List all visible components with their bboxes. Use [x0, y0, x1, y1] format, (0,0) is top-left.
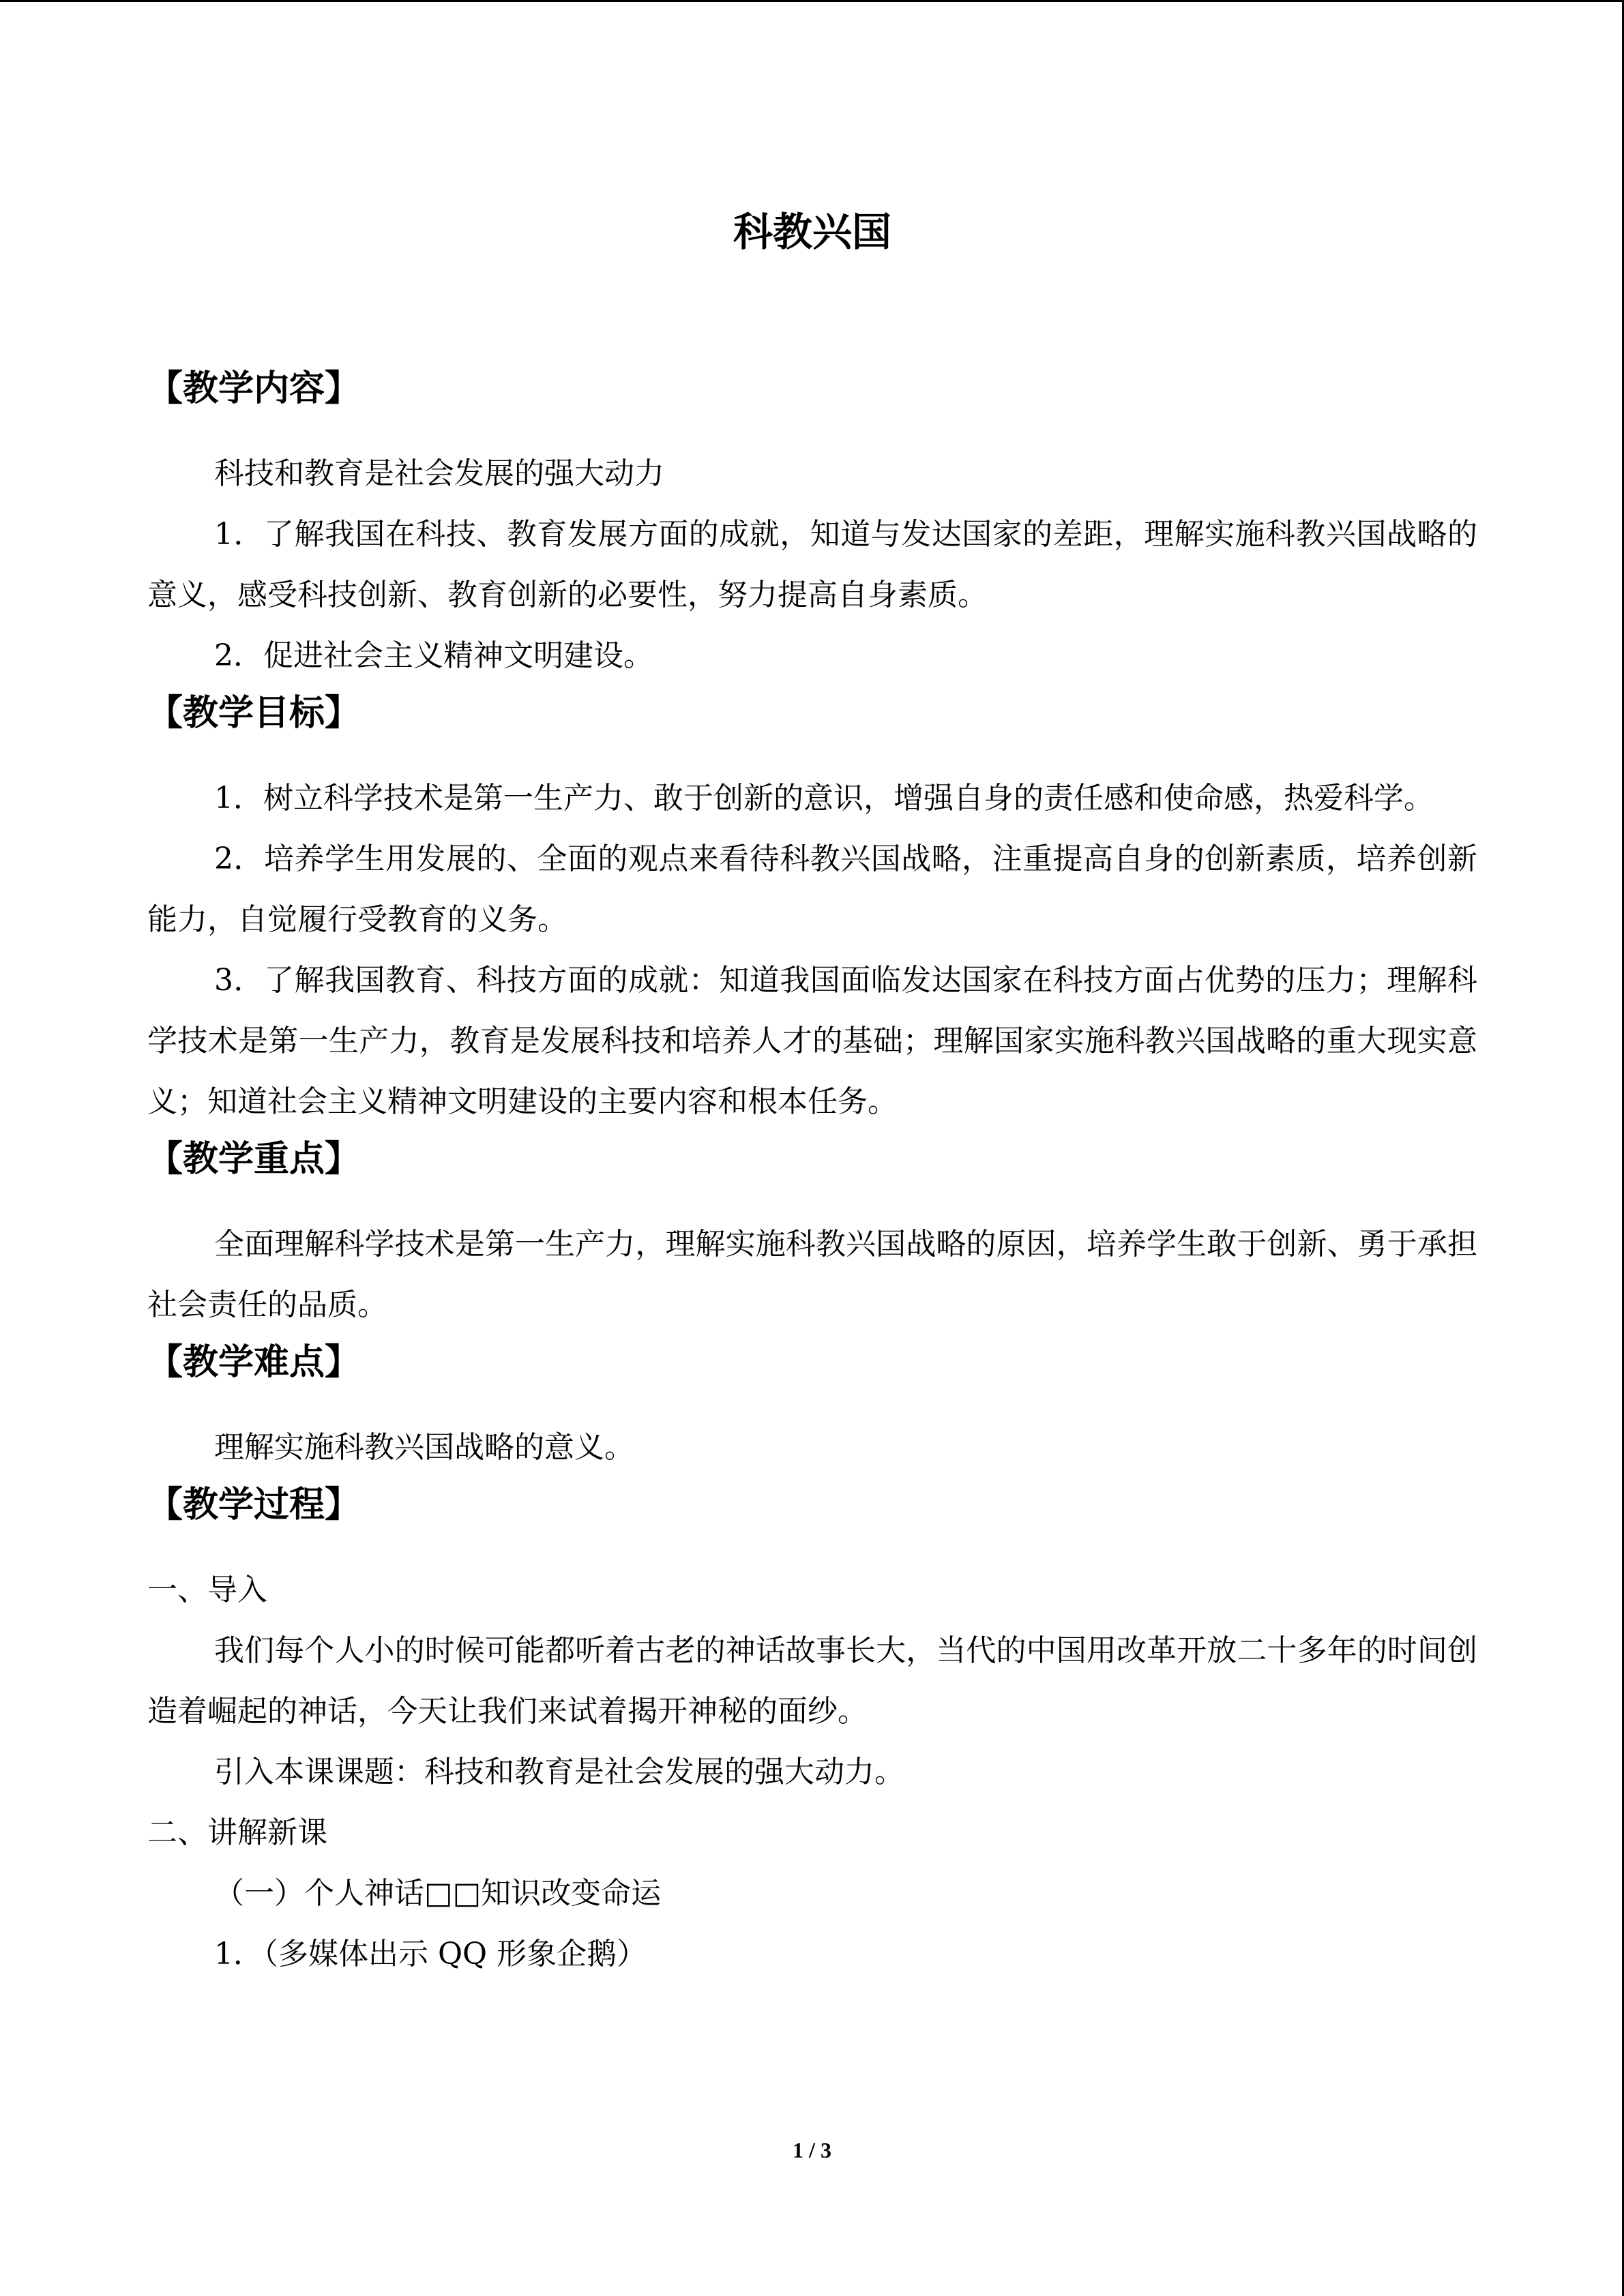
document-body — [147, 205, 1477, 1984]
section-teaching-content — [147, 361, 1477, 686]
paragraph: 科技和教育是社会发展的强大动力 — [214, 456, 664, 491]
paragraph: 理解实施科教兴国战略的意义。 — [214, 1430, 634, 1465]
paragraph: 1．树立科学技术是第一生产力、敢于创新的意识，增强自身的责任感和使命感，热爱科学。 — [214, 781, 1434, 816]
section-heading: 【教学难点】 — [147, 1341, 361, 1383]
paragraph: 引入本课课题：科技和教育是社会发展的强大动力。 — [214, 1755, 904, 1789]
page-number: 1 / 3 — [793, 2138, 831, 2162]
paragraph: 全面理解科学技术是第一生产力，理解实施科教兴国战略的原因，培养学生敢于创新、勇于承担社会责任的品质。 — [147, 1227, 1477, 1322]
paragraph: 2．促进社会主义精神文明建设。 — [214, 638, 653, 673]
section-heading: 【教学内容】 — [147, 368, 361, 409]
subsection-label: （一）个人神话□□知识改变命运 — [214, 1876, 662, 1911]
step-label-new-lesson: 二、讲解新课 — [147, 1815, 327, 1850]
step-label-intro: 一、导入 — [147, 1572, 267, 1607]
section-heading: 【教学目标】 — [147, 692, 361, 734]
paragraph: 3．了解我国教育、科技方面的成就：知道我国面临发达国家在科技方面占优势的压力；理解科学技术是第一生产力，教育是发展科技和培养人才的基础；理解国家实施科教兴国战略的重大现实意义；知道社会主义精神文明建设的主要内容和根本任务。 — [147, 963, 1477, 1119]
document-title: 科教兴国 — [733, 209, 891, 255]
paragraph: 2．培养学生用发展的、全面的观点来看待科教兴国战略，注重提高自身的创新素质，培养创新能力，自觉履行受教育的义务。 — [147, 841, 1477, 937]
page-top-border — [0, 0, 1624, 2]
section-heading: 【教学重点】 — [147, 1138, 361, 1180]
section-teaching-process — [147, 1478, 1477, 1984]
paragraph: 1．了解我国在科技、教育发展方面的成就，知道与发达国家的差距，理解实施科教兴国战略的意义，感受科技创新、教育创新的必要性，努力提高自身素质。 — [147, 517, 1477, 612]
section-heading: 【教学过程】 — [147, 1484, 361, 1525]
paragraph: 我们每个人小的时候可能都听着古老的神话故事长大，当代的中国用改革开放二十多年的时间创造着崛起的神话，今天让我们来试着揭开神秘的面纱。 — [147, 1633, 1477, 1729]
section-key-points — [147, 1132, 1477, 1335]
list-item: 1．（多媒体出示 QQ 形象企鹅） — [214, 1937, 647, 1971]
section-difficulties — [147, 1335, 1477, 1478]
section-teaching-objectives — [147, 686, 1477, 1132]
